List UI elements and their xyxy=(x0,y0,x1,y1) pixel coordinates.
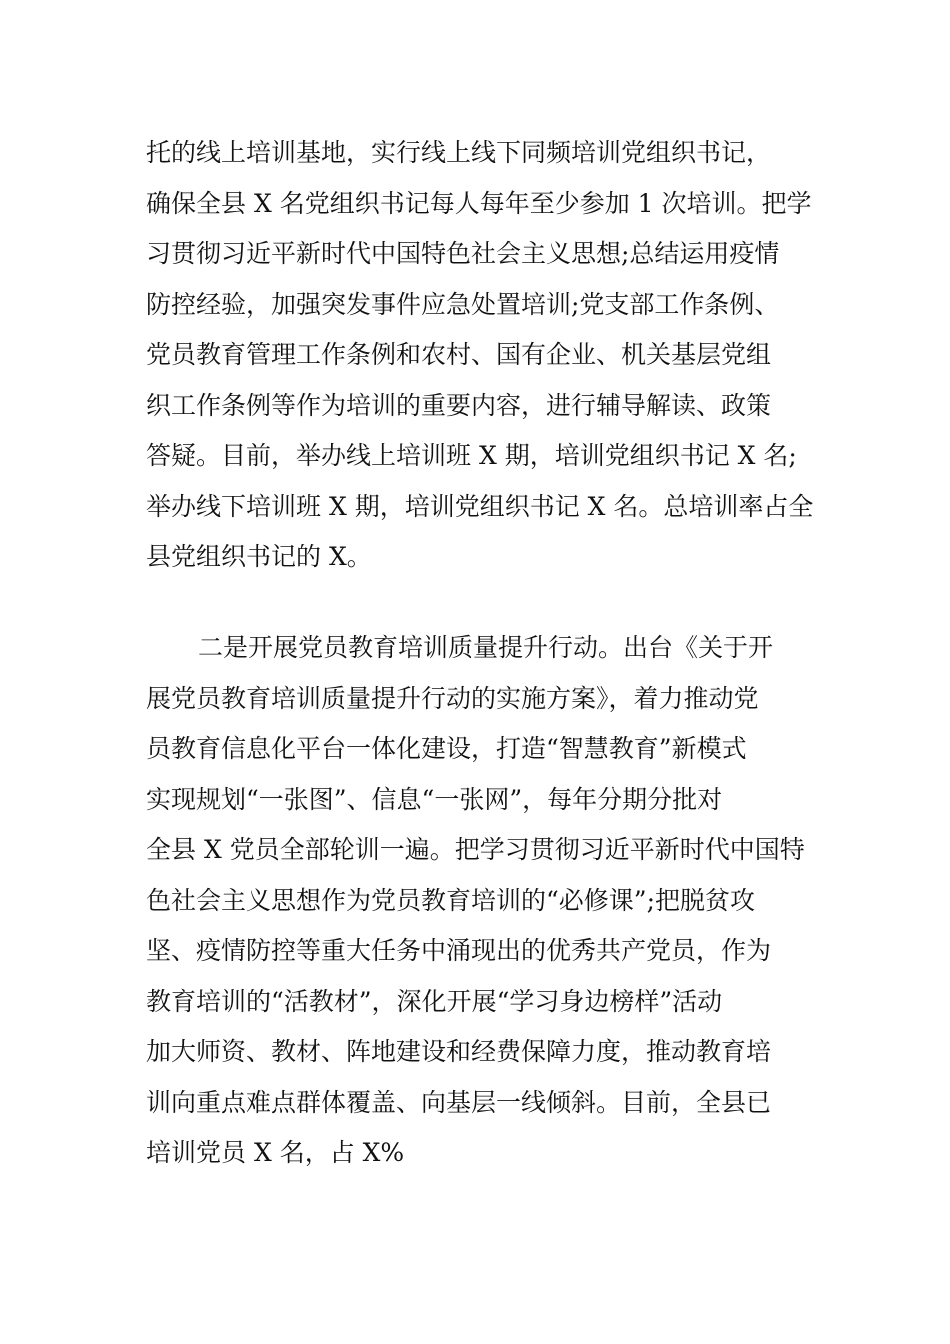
text-line: 织工作条例等作为培训的重要内容，进行辅导解读、政策 xyxy=(146,390,772,420)
text-line: 坚、疫情防控等重大任务中涌现出的优秀共产党员，作为 xyxy=(146,936,772,965)
text-line: 托的线上培训基地，实行线上线下同频培训党组织书记， xyxy=(146,138,772,167)
text-line: 答疑。目前，举办线上培训班 X 期，培训党组织书记 X 名; xyxy=(146,441,797,470)
text-line: 加大师资、教材、阵地建设和经费保障力度，推动教育培 xyxy=(146,1037,772,1066)
paragraph-member-training xyxy=(146,623,826,1179)
text-line: 展党员教育培训质量提升行动的实施方案》，着力推动党 xyxy=(146,683,759,713)
text-line: 员教育信息化平台一体化建设，打造“智慧教育”新模式 xyxy=(146,734,747,763)
text-line: 确保全县 X 名党组织书记每人每年至少参加 1 次培训。把学 xyxy=(146,188,812,218)
text-line: 党员教育管理工作条例和农村、国有企业、机关基层党组 xyxy=(146,340,772,369)
text-line-indented: 二是开展党员教育培训质量提升行动。出台《关于开 xyxy=(198,633,774,662)
text-line: 实现规划“一张图”、信息“一张网”，每年分期分批对 xyxy=(146,784,723,814)
text-line: 教育培训的“活教材”，深化开展“学习身边榜样”活动 xyxy=(146,986,723,1016)
text-line: 举办线下培训班 X 期，培训党组织书记 X 名。总培训率占全 xyxy=(146,491,814,521)
text-line: 色社会主义思想作为党员教育培训的“必修课”;把脱贫攻 xyxy=(146,885,755,915)
text-line: 训向重点难点群体覆盖、向基层一线倾斜。目前，全县已 xyxy=(146,1087,772,1117)
text-line: 全县 X 党员全部轮训一遍。把学习贯彻习近平新时代中国特 xyxy=(146,835,805,864)
text-line: 防控经验，加强突发事件应急处置培训;党支部工作条例、 xyxy=(146,289,780,319)
text-line: 县党组织书记的 X。 xyxy=(146,542,372,571)
text-line: 习贯彻习近平新时代中国特色社会主义思想;总结运用疫情 xyxy=(146,239,780,268)
text-line: 培训党员 X 名，占 X% xyxy=(146,1138,405,1167)
paragraph-secretary-training xyxy=(146,128,826,583)
